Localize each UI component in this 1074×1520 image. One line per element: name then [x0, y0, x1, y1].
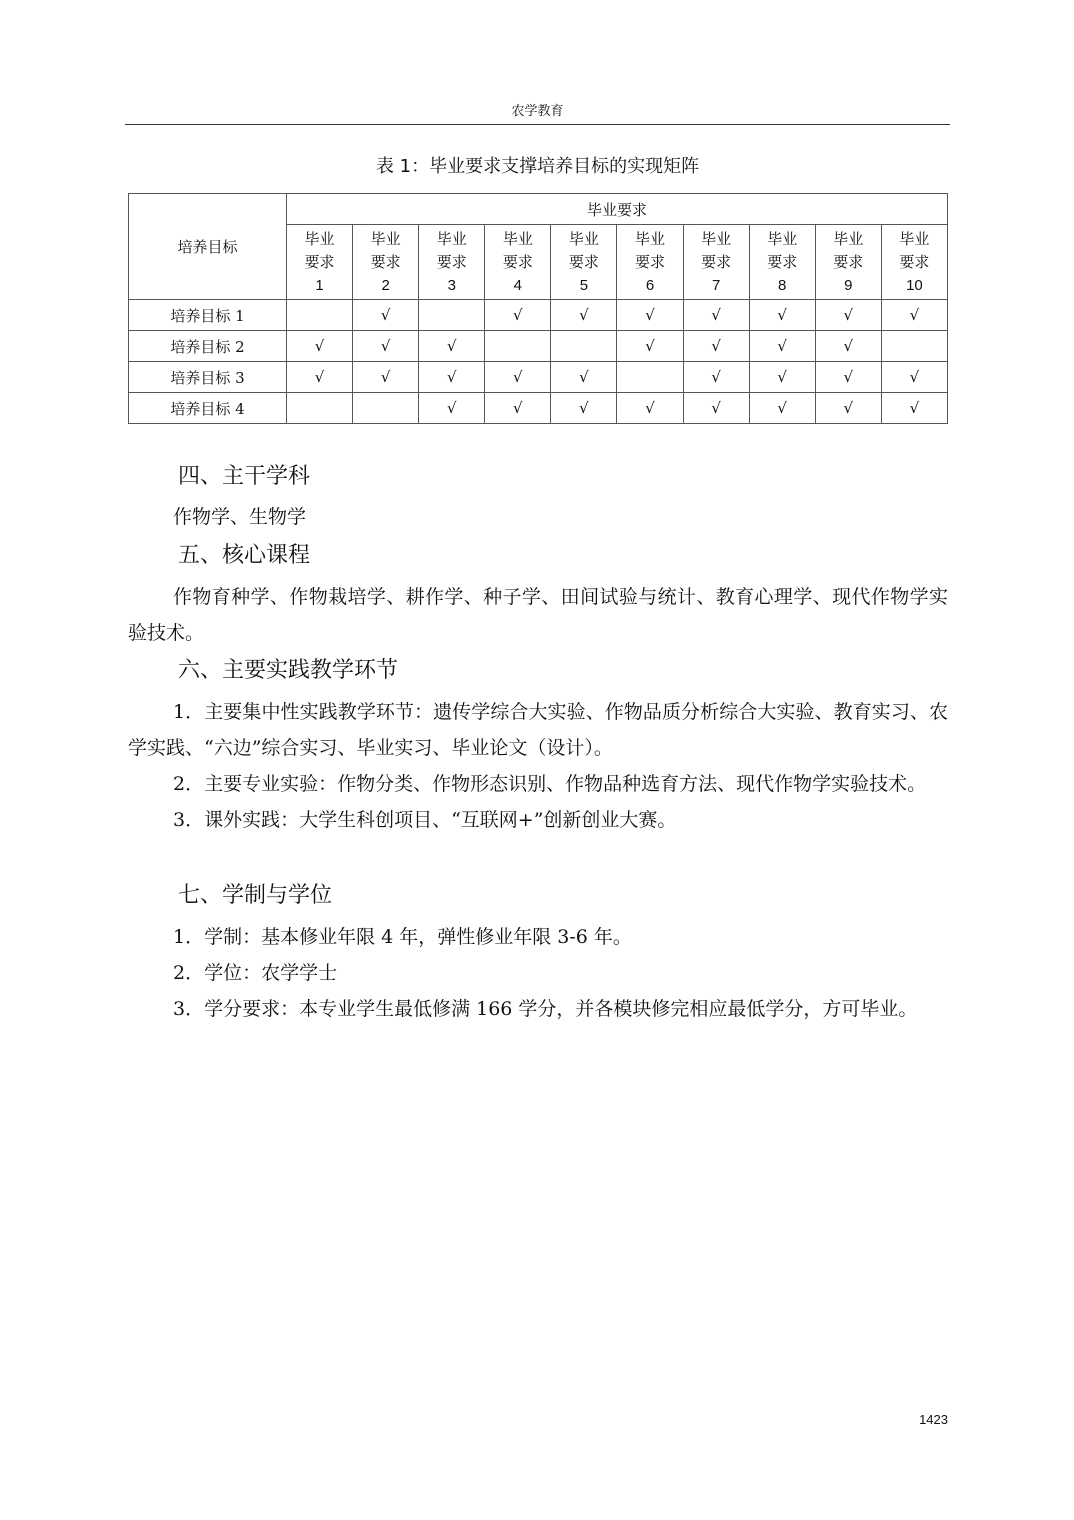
paragraph: 作物学、生物学 [173, 506, 307, 528]
table-row [129, 300, 948, 331]
matrix-cell: √ [419, 393, 485, 424]
matrix-cell: √ [485, 300, 551, 331]
matrix-cell [287, 300, 353, 331]
section-heading: 七、学制与学位 [178, 883, 333, 908]
column-header-line: 要求 [436, 252, 467, 271]
column-header-line: 毕业 [502, 229, 533, 248]
matrix-cell: √ [815, 362, 881, 393]
column-header-line: 要求 [899, 252, 930, 271]
matrix-cell: √ [749, 362, 815, 393]
matrix-cell: √ [881, 362, 947, 393]
matrix-cell: √ [353, 362, 419, 393]
matrix-cell [353, 393, 419, 424]
column-header-line: 1 [315, 276, 324, 294]
column-header-line: 毕业 [767, 229, 798, 248]
section-body [128, 499, 948, 535]
section-heading: 四、主干学科 [178, 464, 311, 489]
matrix-cell [485, 331, 551, 362]
requirement-column-header [881, 225, 947, 300]
page-number: 1423 [919, 1412, 948, 1427]
column-header-line: 8 [778, 276, 787, 294]
matrix-cell: √ [617, 393, 683, 424]
matrix-cell: √ [749, 393, 815, 424]
column-header-line: 3 [447, 276, 456, 294]
support-matrix-table [128, 193, 948, 424]
matrix-cell: √ [881, 300, 947, 331]
column-header-line: 毕业 [370, 229, 401, 248]
matrix-cell: √ [815, 393, 881, 424]
paragraph: 作物育种学、作物栽培学、耕作学、种子学、田间试验与统计、教育心理学、现代作物学实验技术。 [128, 586, 948, 644]
group-header: 毕业要求 [287, 194, 948, 225]
requirement-column-header [815, 225, 881, 300]
section-body [128, 579, 948, 651]
requirement-column-header [551, 225, 617, 300]
column-header-line: 要求 [502, 252, 533, 271]
column-header-line: 毕业 [899, 229, 930, 248]
requirement-column-header [683, 225, 749, 300]
requirement-column-header [419, 225, 485, 300]
matrix-cell: √ [683, 300, 749, 331]
column-header-line: 6 [645, 276, 655, 294]
requirement-column-header [749, 225, 815, 300]
column-header-line: 7 [711, 276, 721, 294]
list-item: 2．主要专业实验：作物分类、作物形态识别、作物品种选育方法、现代作物学实验技术。 [173, 773, 927, 795]
matrix-cell: √ [287, 362, 353, 393]
column-header-line: 要求 [568, 252, 599, 271]
table-row [129, 393, 948, 424]
matrix-cell: √ [683, 393, 749, 424]
column-header-line: 要求 [701, 252, 732, 271]
matrix-cell: √ [683, 331, 749, 362]
matrix-cell: √ [617, 331, 683, 362]
running-header: 农学教育 [125, 104, 950, 125]
section-body [128, 694, 948, 838]
list-item: 1．主要集中性实践教学环节：遗传学综合大实验、作物品质分析综合大实验、教育实习、农学实践、“六边”综合实习、毕业实习、毕业论文（设计）。 [128, 701, 948, 759]
matrix-cell [551, 331, 617, 362]
matrix-cell [419, 300, 485, 331]
row-label: 培养目标 1 [129, 300, 287, 331]
column-header-line: 毕业 [436, 229, 467, 248]
column-header-line: 要求 [635, 252, 666, 271]
column-header-line: 5 [579, 276, 589, 294]
table-row [129, 362, 948, 393]
column-header-line: 要求 [370, 252, 401, 271]
matrix-cell: √ [683, 362, 749, 393]
requirement-column-header [353, 225, 419, 300]
column-header-line: 毕业 [568, 229, 599, 248]
section-heading: 六、主要实践教学环节 [178, 658, 399, 683]
matrix-cell: √ [749, 300, 815, 331]
list-item: 3．学分要求：本专业学生最低修满 166 学分，并各模块修完相应最低学分，方可毕业。 [173, 998, 918, 1020]
table-caption: 表 1：毕业要求支撑培养目标的实现矩阵 [375, 156, 700, 177]
column-header-line: 要求 [767, 252, 798, 271]
section-body [128, 919, 948, 1027]
column-header-line: 2 [381, 276, 390, 294]
requirement-column-header [617, 225, 683, 300]
matrix-cell: √ [419, 362, 485, 393]
column-header-line: 9 [844, 276, 853, 294]
matrix-cell: √ [617, 300, 683, 331]
row-label: 培养目标 3 [129, 362, 287, 393]
matrix-cell: √ [287, 331, 353, 362]
column-header-line: 毕业 [304, 229, 335, 248]
matrix-cell: √ [485, 393, 551, 424]
matrix-cell: √ [815, 300, 881, 331]
column-header-line: 10 [906, 276, 923, 294]
list-item: 1．学制：基本修业年限 4 年，弹性修业年限 3-6 年。 [173, 926, 632, 948]
corner-header: 培养目标 [129, 194, 287, 300]
matrix-cell: √ [749, 331, 815, 362]
requirement-column-header [485, 225, 551, 300]
matrix-cell: √ [551, 300, 617, 331]
row-label: 培养目标 4 [129, 393, 287, 424]
matrix-cell: √ [419, 331, 485, 362]
matrix-cell: √ [815, 331, 881, 362]
matrix-cell [617, 362, 683, 393]
matrix-cell: √ [485, 362, 551, 393]
matrix-cell: √ [353, 331, 419, 362]
matrix-cell: √ [881, 393, 947, 424]
section-heading: 五、核心课程 [178, 543, 311, 568]
row-label: 培养目标 2 [129, 331, 287, 362]
matrix-cell: √ [551, 362, 617, 393]
column-header-line: 4 [513, 276, 522, 294]
list-item: 3．课外实践：大学生科创项目、“互联网+”创新创业大赛。 [173, 809, 677, 831]
column-header-line: 要求 [304, 252, 335, 271]
column-header-line: 毕业 [635, 229, 666, 248]
matrix-cell [287, 393, 353, 424]
requirement-column-header [287, 225, 353, 300]
column-header-line: 毕业 [833, 229, 864, 248]
table-row [129, 331, 948, 362]
column-header-line: 要求 [833, 252, 864, 271]
matrix-cell [881, 331, 947, 362]
column-header-line: 毕业 [701, 229, 732, 248]
list-item: 2．学位：农学学士 [173, 962, 338, 984]
matrix-cell: √ [353, 300, 419, 331]
matrix-cell: √ [551, 393, 617, 424]
